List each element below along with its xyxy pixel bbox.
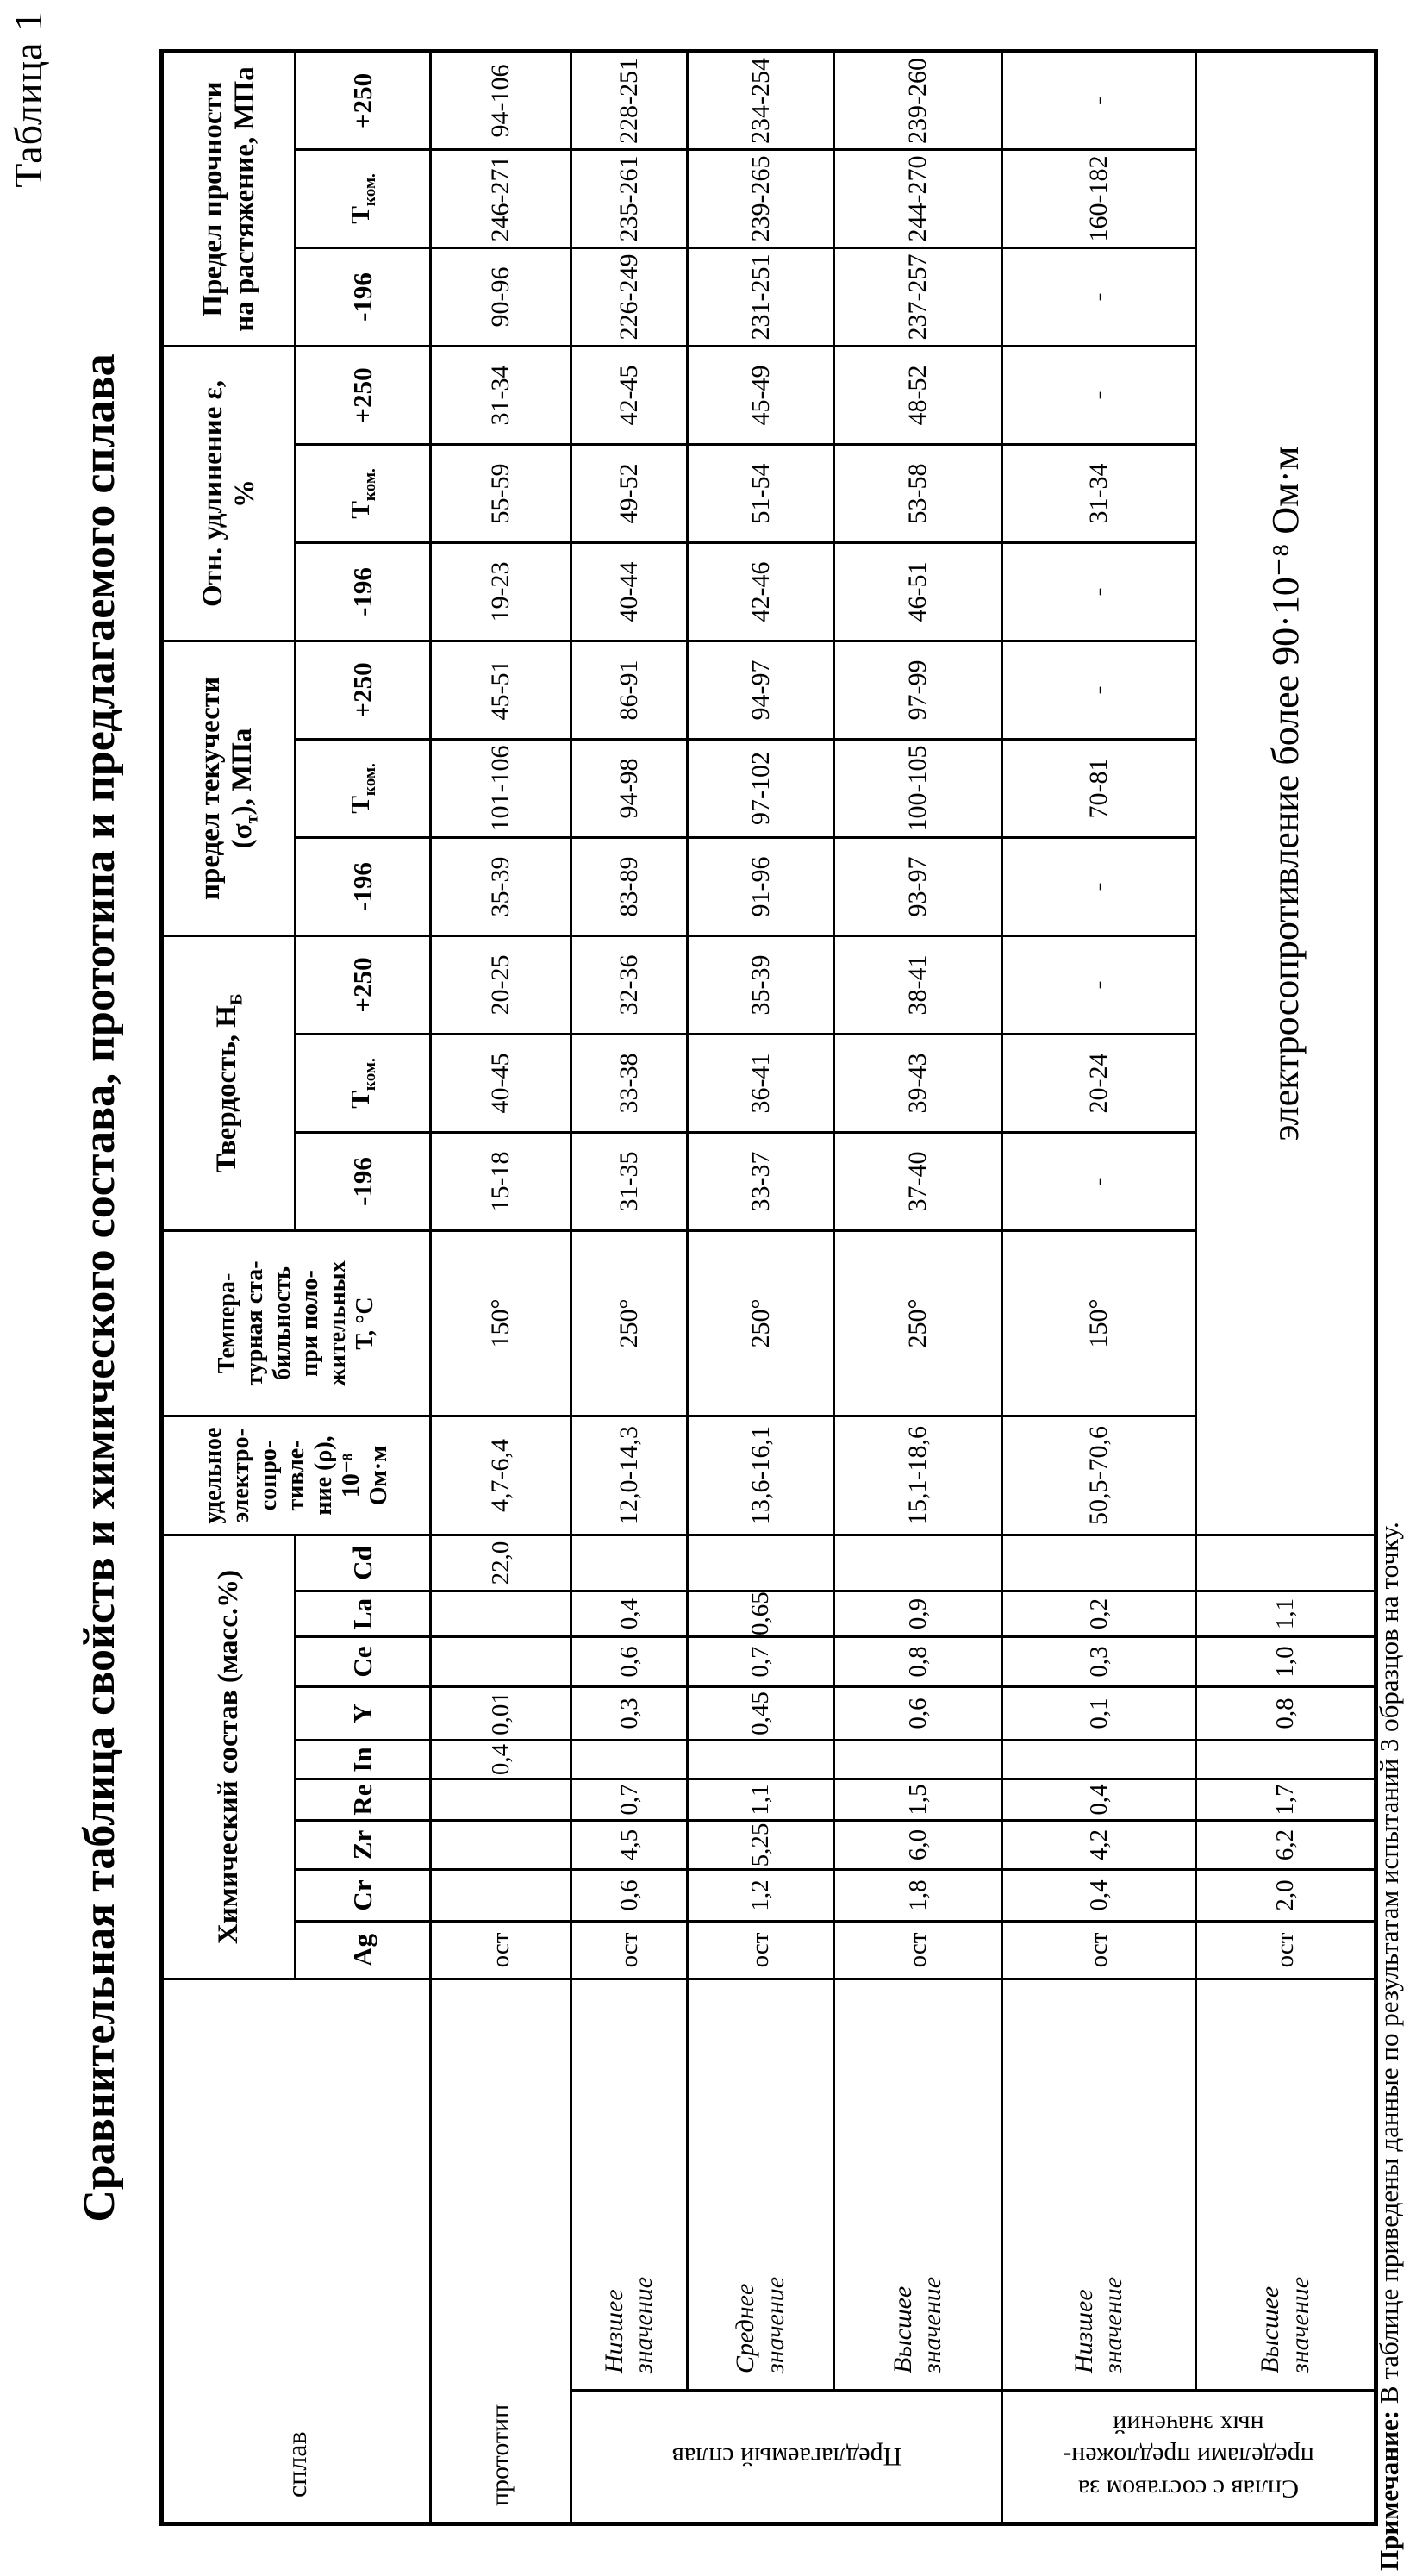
resistivity-value-cell: 50,5-70,6 bbox=[1002, 1416, 1196, 1535]
property-value-cell: 45-51 bbox=[431, 641, 571, 739]
property-value-cell: - bbox=[1002, 247, 1196, 346]
chem-value-cell bbox=[1002, 1740, 1196, 1779]
table-row-proposed-mid bbox=[688, 51, 834, 2523]
chem-value-cell: 1,1 bbox=[688, 1779, 834, 1820]
resistivity-value-cell: 4,7-6,4 bbox=[431, 1416, 571, 1535]
property-value-cell: 35-39 bbox=[688, 935, 834, 1034]
property-value-cell: 37-40 bbox=[834, 1132, 1002, 1230]
merged-resistivity-note-cell: электросопротивление более 90·10⁻⁸ Ом·м bbox=[1196, 51, 1376, 1535]
elongation-col-minus196: -196 bbox=[296, 542, 431, 641]
strength-col-troom: $Т_{ком.}$ bbox=[296, 149, 431, 247]
property-value-cell: 246-271 bbox=[431, 149, 571, 247]
property-value-cell: 228-251 bbox=[571, 51, 688, 149]
table-row-proposed-low bbox=[571, 51, 688, 2523]
chem-value-cell: 4,5 bbox=[571, 1820, 688, 1869]
resistivity-header: удельное электро- сопро- тивле- ние (ρ), 10⁻⁸ Ом·м bbox=[162, 1416, 431, 1535]
property-value-cell: 32-36 bbox=[571, 935, 688, 1034]
property-value-cell: - bbox=[1002, 1132, 1196, 1230]
elongation-group-header: Отн. удлинение ε, % bbox=[162, 346, 296, 641]
temp-stability-value-cell: 150° bbox=[1002, 1230, 1196, 1416]
property-value-cell: 48-52 bbox=[834, 346, 1002, 444]
property-value-cell: 94-106 bbox=[431, 51, 571, 149]
property-value-cell: 160-182 bbox=[1002, 149, 1196, 247]
row-label-low-value: Низшее значение bbox=[1002, 1979, 1196, 2390]
strength-col-plus250: +250 bbox=[296, 51, 431, 149]
property-value-cell: 31-34 bbox=[1002, 444, 1196, 542]
chem-value-cell: ост bbox=[834, 1921, 1002, 1979]
temp-stability-value-cell: 250° bbox=[571, 1230, 688, 1416]
table-row-prototype bbox=[431, 51, 571, 2523]
chem-value-cell: 0,4 bbox=[571, 1591, 688, 1636]
chem-value-cell bbox=[1196, 1740, 1376, 1779]
property-value-cell: 226-249 bbox=[571, 247, 688, 346]
element-header-cr: Cr bbox=[296, 1869, 431, 1921]
element-header-ce: Ce bbox=[296, 1636, 431, 1686]
property-value-cell: 31-34 bbox=[431, 346, 571, 444]
comparison-table bbox=[159, 49, 1378, 2526]
temp-stability-value-cell: 150° bbox=[431, 1230, 571, 1416]
element-header-zr: Zr bbox=[296, 1820, 431, 1869]
property-value-cell: 239-265 bbox=[688, 149, 834, 247]
chem-value-cell: 1,5 bbox=[834, 1779, 1002, 1820]
row-label-high-value: Высшее значение bbox=[1196, 1979, 1376, 2390]
header-row-groups bbox=[162, 51, 296, 2523]
hardness-col-plus250: +250 bbox=[296, 935, 431, 1034]
property-value-cell: 235-261 bbox=[571, 149, 688, 247]
chem-value-cell: ост bbox=[571, 1921, 688, 1979]
property-value-cell: 20-24 bbox=[1002, 1034, 1196, 1132]
property-value-cell: 97-99 bbox=[834, 641, 1002, 739]
property-value-cell: 40-44 bbox=[571, 542, 688, 641]
chem-value-cell: 0,6 bbox=[571, 1869, 688, 1921]
footnote-label: Примечание: bbox=[1374, 2410, 1404, 2571]
hardness-col-minus196: -196 bbox=[296, 1132, 431, 1230]
property-value-cell: 55-59 bbox=[431, 444, 571, 542]
footnote-text: В таблице приведены данные по результатам испытаний 3 образцов на точку. bbox=[1374, 1522, 1404, 2404]
chem-value-cell bbox=[431, 1820, 571, 1869]
yield-col-troom: $Т_{ком.}$ bbox=[296, 739, 431, 837]
property-value-cell: 90-96 bbox=[431, 247, 571, 346]
table-number-label: Таблица 1 bbox=[6, 10, 50, 188]
property-value-cell: 100-105 bbox=[834, 739, 1002, 837]
chem-value-cell: 0,9 bbox=[834, 1591, 1002, 1636]
chem-value-cell: 1,7 bbox=[1196, 1779, 1376, 1820]
property-value-cell: 91-96 bbox=[688, 837, 834, 935]
chem-value-cell bbox=[834, 1535, 1002, 1591]
property-value-cell: - bbox=[1002, 935, 1196, 1034]
element-header-in: In bbox=[296, 1740, 431, 1779]
resistivity-value-cell: 13,6-16,1 bbox=[688, 1416, 834, 1535]
chem-value-cell: 1,0 bbox=[1196, 1636, 1376, 1686]
property-value-cell: 51-54 bbox=[688, 444, 834, 542]
property-value-cell: - bbox=[1002, 346, 1196, 444]
row-label-prototype: прототип bbox=[431, 1979, 571, 2523]
chem-value-cell: 0,7 bbox=[688, 1636, 834, 1686]
property-value-cell: 244-270 bbox=[834, 149, 1002, 247]
table-row-outside-high bbox=[1196, 51, 1376, 2523]
chem-value-cell: 4,2 bbox=[1002, 1820, 1196, 1869]
chem-value-cell bbox=[571, 1740, 688, 1779]
chem-value-cell: 0,2 bbox=[1002, 1591, 1196, 1636]
property-value-cell: 231-251 bbox=[688, 247, 834, 346]
temp-stability-value-cell: 250° bbox=[834, 1230, 1002, 1416]
yield-group-header: предел текучести $(\sigma_т)$, МПа bbox=[162, 641, 296, 935]
chem-value-cell: 0,7 bbox=[571, 1779, 688, 1820]
chem-value-cell: 1,8 bbox=[834, 1869, 1002, 1921]
property-value-cell: 20-25 bbox=[431, 935, 571, 1034]
elongation-col-plus250: +250 bbox=[296, 346, 431, 444]
corner-header-splav: сплав bbox=[162, 1979, 431, 2523]
chem-value-cell: 6,2 bbox=[1196, 1820, 1376, 1869]
property-value-cell: 35-39 bbox=[431, 837, 571, 935]
chem-value-cell: 22,0 bbox=[431, 1535, 571, 1591]
property-value-cell: 31-35 bbox=[571, 1132, 688, 1230]
chem-value-cell: 0,4 bbox=[1002, 1779, 1196, 1820]
property-value-cell: 97-102 bbox=[688, 739, 834, 837]
chem-value-cell: 1,1 bbox=[1196, 1591, 1376, 1636]
row-label-low-value: Низшее значение bbox=[571, 1979, 688, 2390]
group-label-proposed-alloy: Предлагаемый сплав bbox=[571, 2391, 1002, 2524]
property-value-cell: 53-58 bbox=[834, 444, 1002, 542]
property-value-cell: 15-18 bbox=[431, 1132, 571, 1230]
property-value-cell: 33-38 bbox=[571, 1034, 688, 1132]
chem-value-cell bbox=[431, 1591, 571, 1636]
property-value-cell: - bbox=[1002, 542, 1196, 641]
element-header-y: Y bbox=[296, 1686, 431, 1740]
property-value-cell: 101-106 bbox=[431, 739, 571, 837]
yield-col-minus196: -196 bbox=[296, 837, 431, 935]
element-header-re: Re bbox=[296, 1779, 431, 1820]
property-value-cell: - bbox=[1002, 837, 1196, 935]
yield-col-plus250: +250 bbox=[296, 641, 431, 739]
property-value-cell: 94-98 bbox=[571, 739, 688, 837]
table-row-proposed-high bbox=[834, 51, 1002, 2523]
hardness-col-troom: $Т_{ком.}$ bbox=[296, 1034, 431, 1132]
chem-value-cell: 0,1 bbox=[1002, 1686, 1196, 1740]
table-container bbox=[159, 49, 1378, 2526]
property-value-cell: 70-81 bbox=[1002, 739, 1196, 837]
chem-value-cell: 0,6 bbox=[834, 1686, 1002, 1740]
row-label-high-value: Высшее значение bbox=[834, 1979, 1002, 2390]
page-title: Сравнительная таблица свойств и химического состава, прототипа и предлагаемого сплава bbox=[75, 353, 124, 2223]
property-value-cell: 45-49 bbox=[688, 346, 834, 444]
chem-value-cell: 0,3 bbox=[1002, 1636, 1196, 1686]
property-value-cell: 49-52 bbox=[571, 444, 688, 542]
element-header-ag: Ag bbox=[296, 1921, 431, 1979]
property-value-cell: 42-46 bbox=[688, 542, 834, 641]
chem-value-cell: 0,4 bbox=[431, 1740, 571, 1779]
chem-value-cell bbox=[431, 1869, 571, 1921]
chem-value-cell: 0,8 bbox=[1196, 1686, 1376, 1740]
property-value-cell: 42-45 bbox=[571, 346, 688, 444]
property-value-cell: 38-41 bbox=[834, 935, 1002, 1034]
strength-group-header: Предел прочности на растяжение, МПа bbox=[162, 51, 296, 346]
chem-value-cell bbox=[834, 1740, 1002, 1779]
property-value-cell: 86-91 bbox=[571, 641, 688, 739]
chem-value-cell: 0,65 bbox=[688, 1591, 834, 1636]
property-value-cell: 94-97 bbox=[688, 641, 834, 739]
chem-value-cell bbox=[1196, 1535, 1376, 1591]
chem-value-cell: ост bbox=[688, 1921, 834, 1979]
chem-value-cell: 0,45 bbox=[688, 1686, 834, 1740]
chem-value-cell: ост bbox=[1196, 1921, 1376, 1979]
resistivity-value-cell: 12,0-14,3 bbox=[571, 1416, 688, 1535]
chem-value-cell: 5,25 bbox=[688, 1820, 834, 1869]
chem-value-cell: ост bbox=[1002, 1921, 1196, 1979]
row-label-mid-value: Среднее значение bbox=[688, 1979, 834, 2390]
chem-value-cell: 0,3 bbox=[571, 1686, 688, 1740]
resistivity-value-cell: 15,1-18,6 bbox=[834, 1416, 1002, 1535]
chem-value-cell: 2,0 bbox=[1196, 1869, 1376, 1921]
property-value-cell: 239-260 bbox=[834, 51, 1002, 149]
property-value-cell: 33-37 bbox=[688, 1132, 834, 1230]
chem-value-cell: ост bbox=[431, 1921, 571, 1979]
group-label-outside-limits: Сплав с составом за пределами предложен- ных значений bbox=[1002, 2391, 1376, 2524]
temp-stability-value-cell: 250° bbox=[688, 1230, 834, 1416]
property-value-cell: 40-45 bbox=[431, 1034, 571, 1132]
property-value-cell: 93-97 bbox=[834, 837, 1002, 935]
chem-value-cell bbox=[688, 1740, 834, 1779]
chem-group-header: Химический состав (масс.%) bbox=[162, 1535, 296, 1979]
chem-value-cell: 0,8 bbox=[834, 1636, 1002, 1686]
strength-col-minus196: -196 bbox=[296, 247, 431, 346]
property-value-cell: 237-257 bbox=[834, 247, 1002, 346]
property-value-cell: - bbox=[1002, 641, 1196, 739]
property-value-cell: 46-51 bbox=[834, 542, 1002, 641]
temp-stability-header: Темпера- турная ста- бильность при поло- жительных Т, °С bbox=[162, 1230, 431, 1416]
property-value-cell: 234-254 bbox=[688, 51, 834, 149]
property-value-cell: 19-23 bbox=[431, 542, 571, 641]
property-value-cell: - bbox=[1002, 51, 1196, 149]
chem-value-cell bbox=[1002, 1535, 1196, 1591]
footnote bbox=[1374, 1522, 1405, 2571]
chem-value-cell: 1,2 bbox=[688, 1869, 834, 1921]
chem-value-cell: 0,6 bbox=[571, 1636, 688, 1686]
table-row-outside-low bbox=[1002, 51, 1196, 2523]
property-value-cell: 39-43 bbox=[834, 1034, 1002, 1132]
element-header-cd: Cd bbox=[296, 1535, 431, 1591]
chem-value-cell: 0,4 bbox=[1002, 1869, 1196, 1921]
hardness-group-header: Твердость, $Н_Б$ bbox=[162, 935, 296, 1230]
chem-value-cell bbox=[431, 1779, 571, 1820]
chem-value-cell bbox=[688, 1535, 834, 1591]
property-value-cell: 83-89 bbox=[571, 837, 688, 935]
chem-value-cell bbox=[431, 1636, 571, 1686]
chem-value-cell: 6,0 bbox=[834, 1820, 1002, 1869]
chem-value-cell: 0,01 bbox=[431, 1686, 571, 1740]
element-header-la: La bbox=[296, 1591, 431, 1636]
chem-value-cell bbox=[571, 1535, 688, 1591]
property-value-cell: 36-41 bbox=[688, 1034, 834, 1132]
elongation-col-troom: $Т_{ком.}$ bbox=[296, 444, 431, 542]
